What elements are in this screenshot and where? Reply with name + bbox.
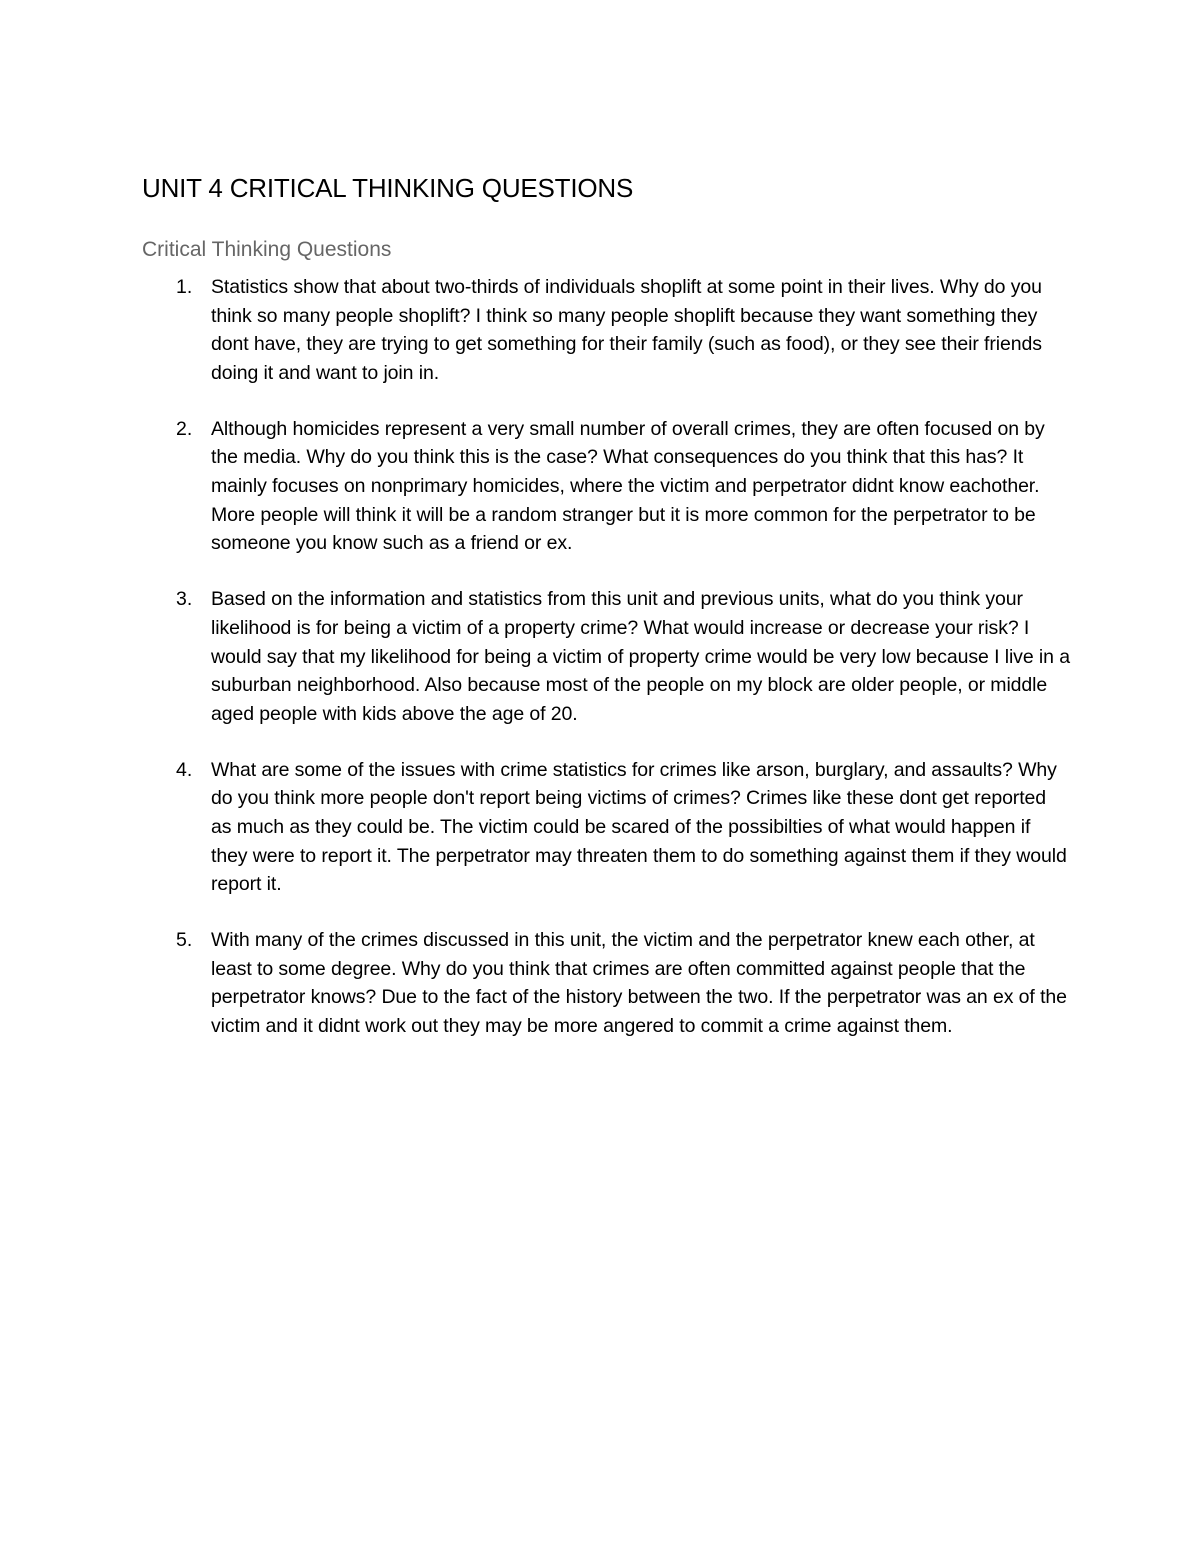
question-number: 3. bbox=[176, 588, 193, 611]
question-item-1 bbox=[0, 273, 1200, 387]
question-number: 4. bbox=[176, 758, 193, 781]
question-text: Based on the information and statistics from this unit and previous units, what do you think your likelihood is for being a victim of a property crime? What would increase or decrease your risk? I would say that my likelihood for being a victim of property crime would be very low because I live in a suburban neighborhood. Also because most of the people on my block are older people, or middle aged people with kids above the age of 20. bbox=[211, 588, 1070, 725]
question-number: 1. bbox=[176, 276, 193, 298]
question-item-4 bbox=[0, 756, 1200, 899]
question-number: 2. bbox=[176, 417, 193, 440]
question-item-2 bbox=[0, 415, 1200, 558]
question-number: 5. bbox=[176, 929, 193, 952]
question-text: Although homicides represent a very small number of overall crimes, they are often focused on by the media. Why do you think this is the case? What consequences do you think that this has? It mainly focuses on nonprimary homicides, where the victim and perpetrator didnt know eachother. More people will think it will be a random stranger but it is more common for the perpetrator to be someone you know such as a friend or ex. bbox=[211, 417, 1045, 555]
question-text: Statistics show that about two-thirds of individuals shoplift at some point in their lives. Why do you think so many people shoplift? I think so many people shoplift because they want something they dont have, they are trying to get something for their family (such as food), or they see their friends doing it and want to join in. bbox=[211, 276, 1042, 384]
section-subtitle: Critical Thinking Questions bbox=[142, 238, 392, 261]
question-text: With many of the crimes discussed in this unit, the victim and the perpetrator knew each other, at least to some degree. Why do you think that crimes are often committed against people that the perpetrator knows? Due to the fact of the history between the two. If the perpetrator was an ex of the victim and it didnt work out they may be more angered to commit a crime against them. bbox=[211, 929, 1067, 1038]
document-title: UNIT 4 CRITICAL THINKING QUESTIONS bbox=[142, 173, 634, 203]
question-list bbox=[0, 273, 1200, 1068]
question-item-5 bbox=[0, 926, 1200, 1040]
question-text: What are some of the issues with crime statistics for crimes like arson, burglary, and assaults? Why do you think more people don't report being victims of crimes? Crimes like these dont get reported as much as they could be. The victim could be scared of the possibilties of what would happen if they were to report it. The perpetrator may threaten them to do something against them if they would report it. bbox=[211, 758, 1067, 896]
question-item-3 bbox=[0, 585, 1200, 728]
